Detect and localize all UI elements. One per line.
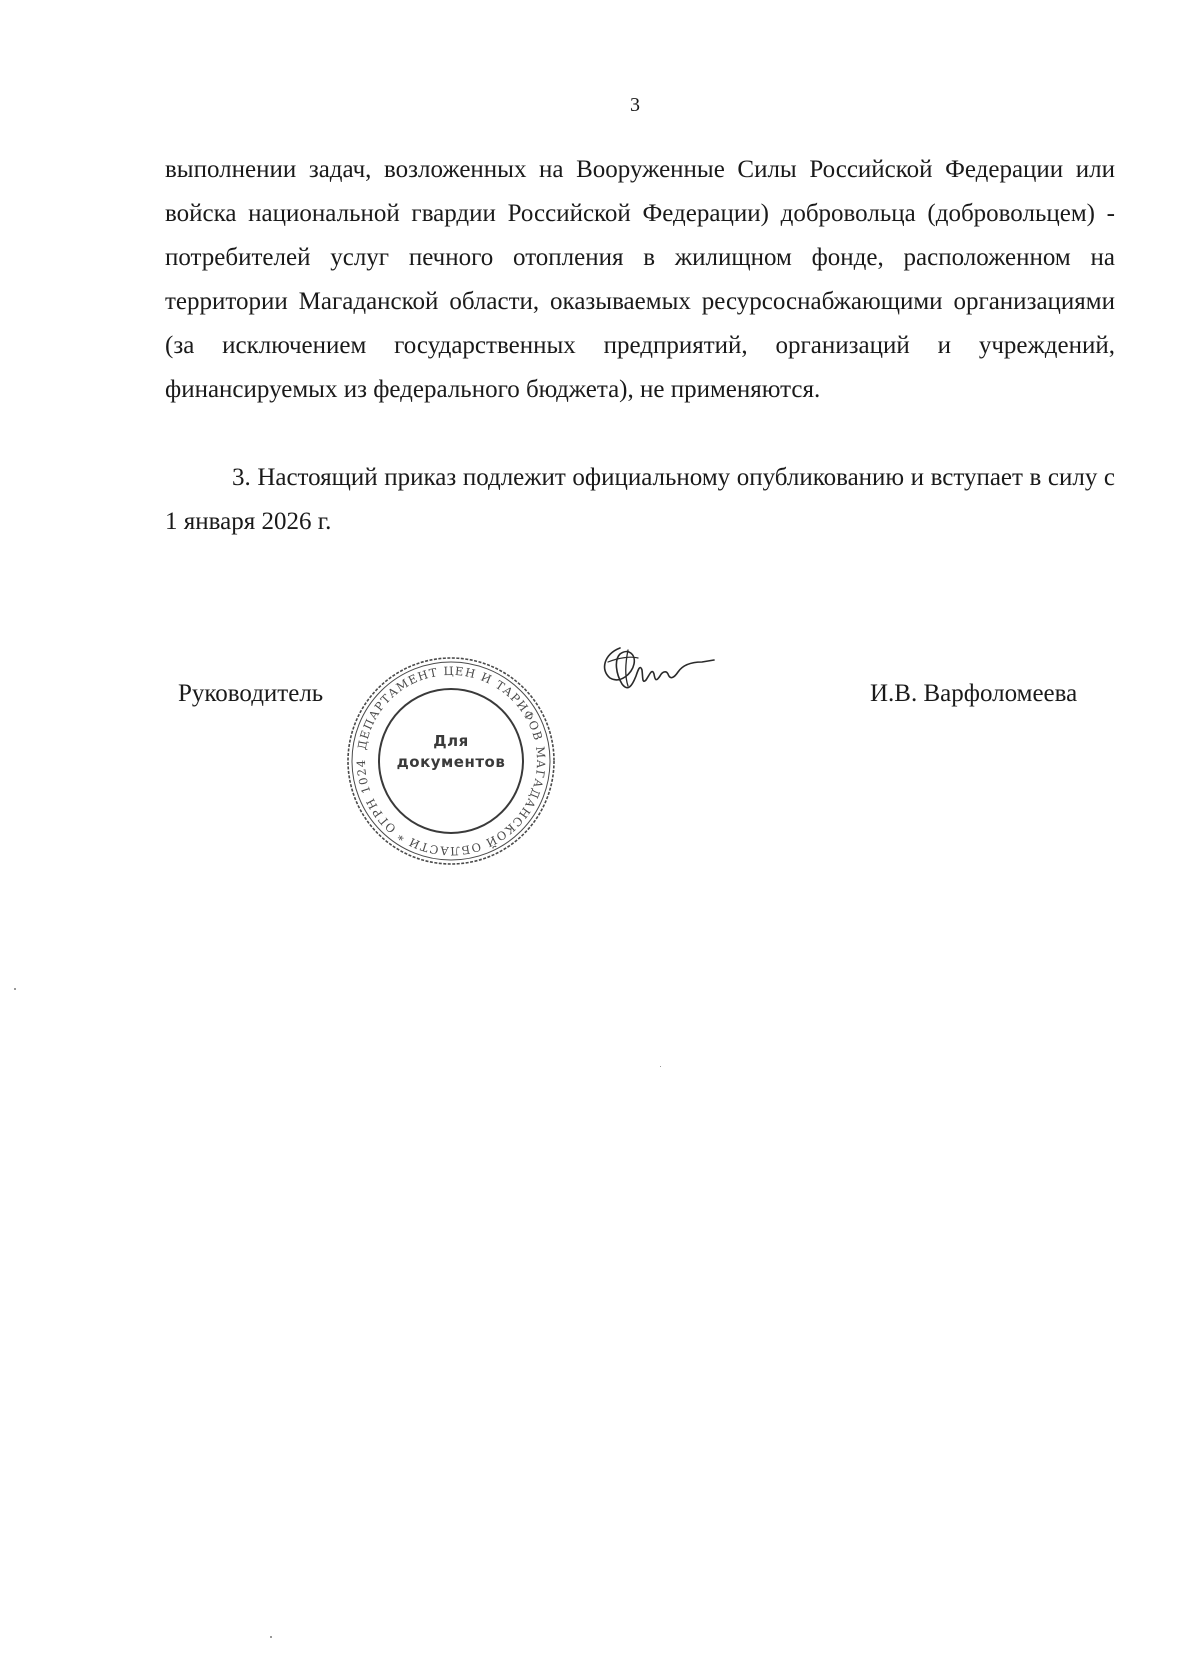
paragraph-continued: выполнении задач, возложенных на Вооруженные Силы Российской Федерации или войска национальной гвардии Российской Федерации) добровольца (добровольцем) - потребителей услуг печного отопления в жилищном фонде, расположенном на территории Магаданской области, оказываемых ресурсоснабжающими организациями (за исключением государственных предприятий, организаций и учреждений, финансируемых из федерального бюджета), не применяются. [165,156,1115,403]
seal-outer-text: ДЕПАРТАМЕНТ ЦЕН И ТАРИФОВ МАГАДАНСКОЙ ОБЛАСТИ * ОГРН 1024 [353,663,549,859]
seal-inner-line1: Для [433,732,469,750]
page-number: 3 [630,94,640,116]
signature-block [0,640,1200,890]
official-seal [340,650,562,872]
signer-name: И.В. Варфоломеева [870,680,1078,707]
scan-speck [660,1066,661,1067]
seal-inner-line2: документов [396,753,506,771]
scan-speck [14,988,16,990]
position-title: Руководитель [178,680,324,707]
paragraph-3: 3. Настоящий приказ подлежит официальному опубликованию и вступает в силу с 1 января 2026 г. [165,464,1115,535]
handwritten-signature [598,640,718,700]
scan-speck [270,1636,272,1638]
